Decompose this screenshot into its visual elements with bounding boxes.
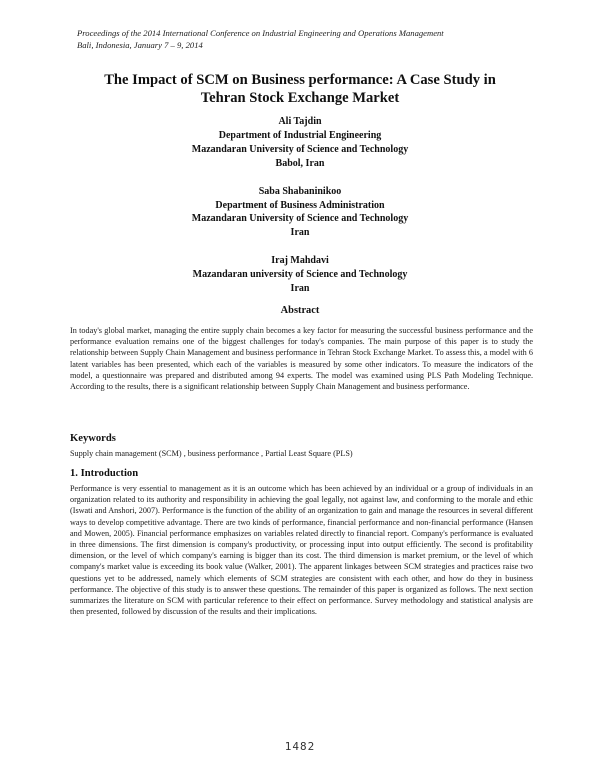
author-name: Iraj Mahdavi (271, 255, 329, 267)
author-location: Babol, Iran (275, 157, 325, 169)
author-affiliation: Mazandaran University of Science and Technology (191, 143, 409, 155)
proceedings-line-2: Bali, Indonesia, January 7 – 9, 2014 (77, 40, 203, 50)
keywords-heading: Keywords (70, 433, 116, 444)
proceedings-header (77, 27, 547, 51)
abstract-heading: Abstract (280, 305, 320, 316)
title-line-1: The Impact of SCM on Business performance: A Case Study in (104, 72, 496, 88)
author-block (60, 185, 540, 241)
author-block (60, 254, 540, 296)
page-number: 1482 (284, 740, 316, 753)
author-name: Ali Tajdin (278, 116, 322, 127)
author-list (60, 115, 540, 310)
paper-title (60, 71, 540, 107)
title-line-2: Tehran Stock Exchange Market (200, 90, 400, 106)
author-affiliation: Department of Industrial Engineering (218, 129, 382, 141)
proceedings-line-1: Proceedings of the 2014 International Conference on Industrial Engineering and Operations Management (77, 28, 444, 38)
author-location: Iran (290, 283, 310, 295)
author-affiliation: Mazandaran university of Science and Technology (192, 269, 408, 281)
introduction-text: Performance is very essential to management as it is an outcome which has been achieved by an individual or a group of individuals in an organization related to its authority and responsibility in achieving the goal legally, not against law, and conforming to the morale and ethic (Iswati and Anshori, 2007). Performance is the function of the ability of an organization to gain and manage the resources in several different ways to develop competitive advantage. There are two kinds of performance, financial performance and non-financial performance (Hansen and Mowen, 2005). Financial performance emphasizes on variables related directly to financial report. Company's performance is evaluated in three dimensions. The first dimension is company's productivity, or processing input into output efficiently. The second is profitability dimension, or the level of which company's earning is bigger than its cost. The third dimension is market premium, or the level of which company's market value is exceeding its book value (Walker, 2001). The apparent linkages between SCM strategies and practices raise two questions yet to be addressed, namely which elements of SCM strategies are consistent with each other, and how do they in business performance. The objective of this study is to answer these questions. The remainder of this paper is organized as follows. The next section summarizes the literature on SCM with particular reference to their effect on performance. Survey methodology and statistical analysis are then presented, followed by discussion of the results and their implications. (70, 484, 533, 617)
introduction-heading: 1. Introduction (70, 468, 139, 479)
author-affiliation: Mazandaran University of Science and Technology (191, 213, 409, 225)
abstract-text: In today's global market, managing the entire supply chain becomes a key factor for measuring the successful business performance and the performance evaluation remains one of the biggest challenges for today's companies. The main purpose of this paper is to study the relationship between Supply Chain Management and business performance in Tehran Stock Exchange Market. To assess this, a model with 6 latent variables has been presented, which each of the variables is measured by some other indicators. To measure the indicators of the model, a questionnaire was prepared and distributed among 94 experts. The model was examined using PLS Path Modeling Technique. According to the results, there is a significant relationship between Supply Chain Management and business performance. (70, 326, 533, 392)
author-affiliation: Department of Business Administration (215, 199, 385, 211)
keywords-text: Supply chain management (SCM) , business performance , Partial Least Square (PLS) (70, 449, 353, 458)
author-name: Saba Shabaninikoo (258, 185, 342, 197)
author-block (60, 115, 540, 171)
author-location: Iran (290, 227, 310, 239)
